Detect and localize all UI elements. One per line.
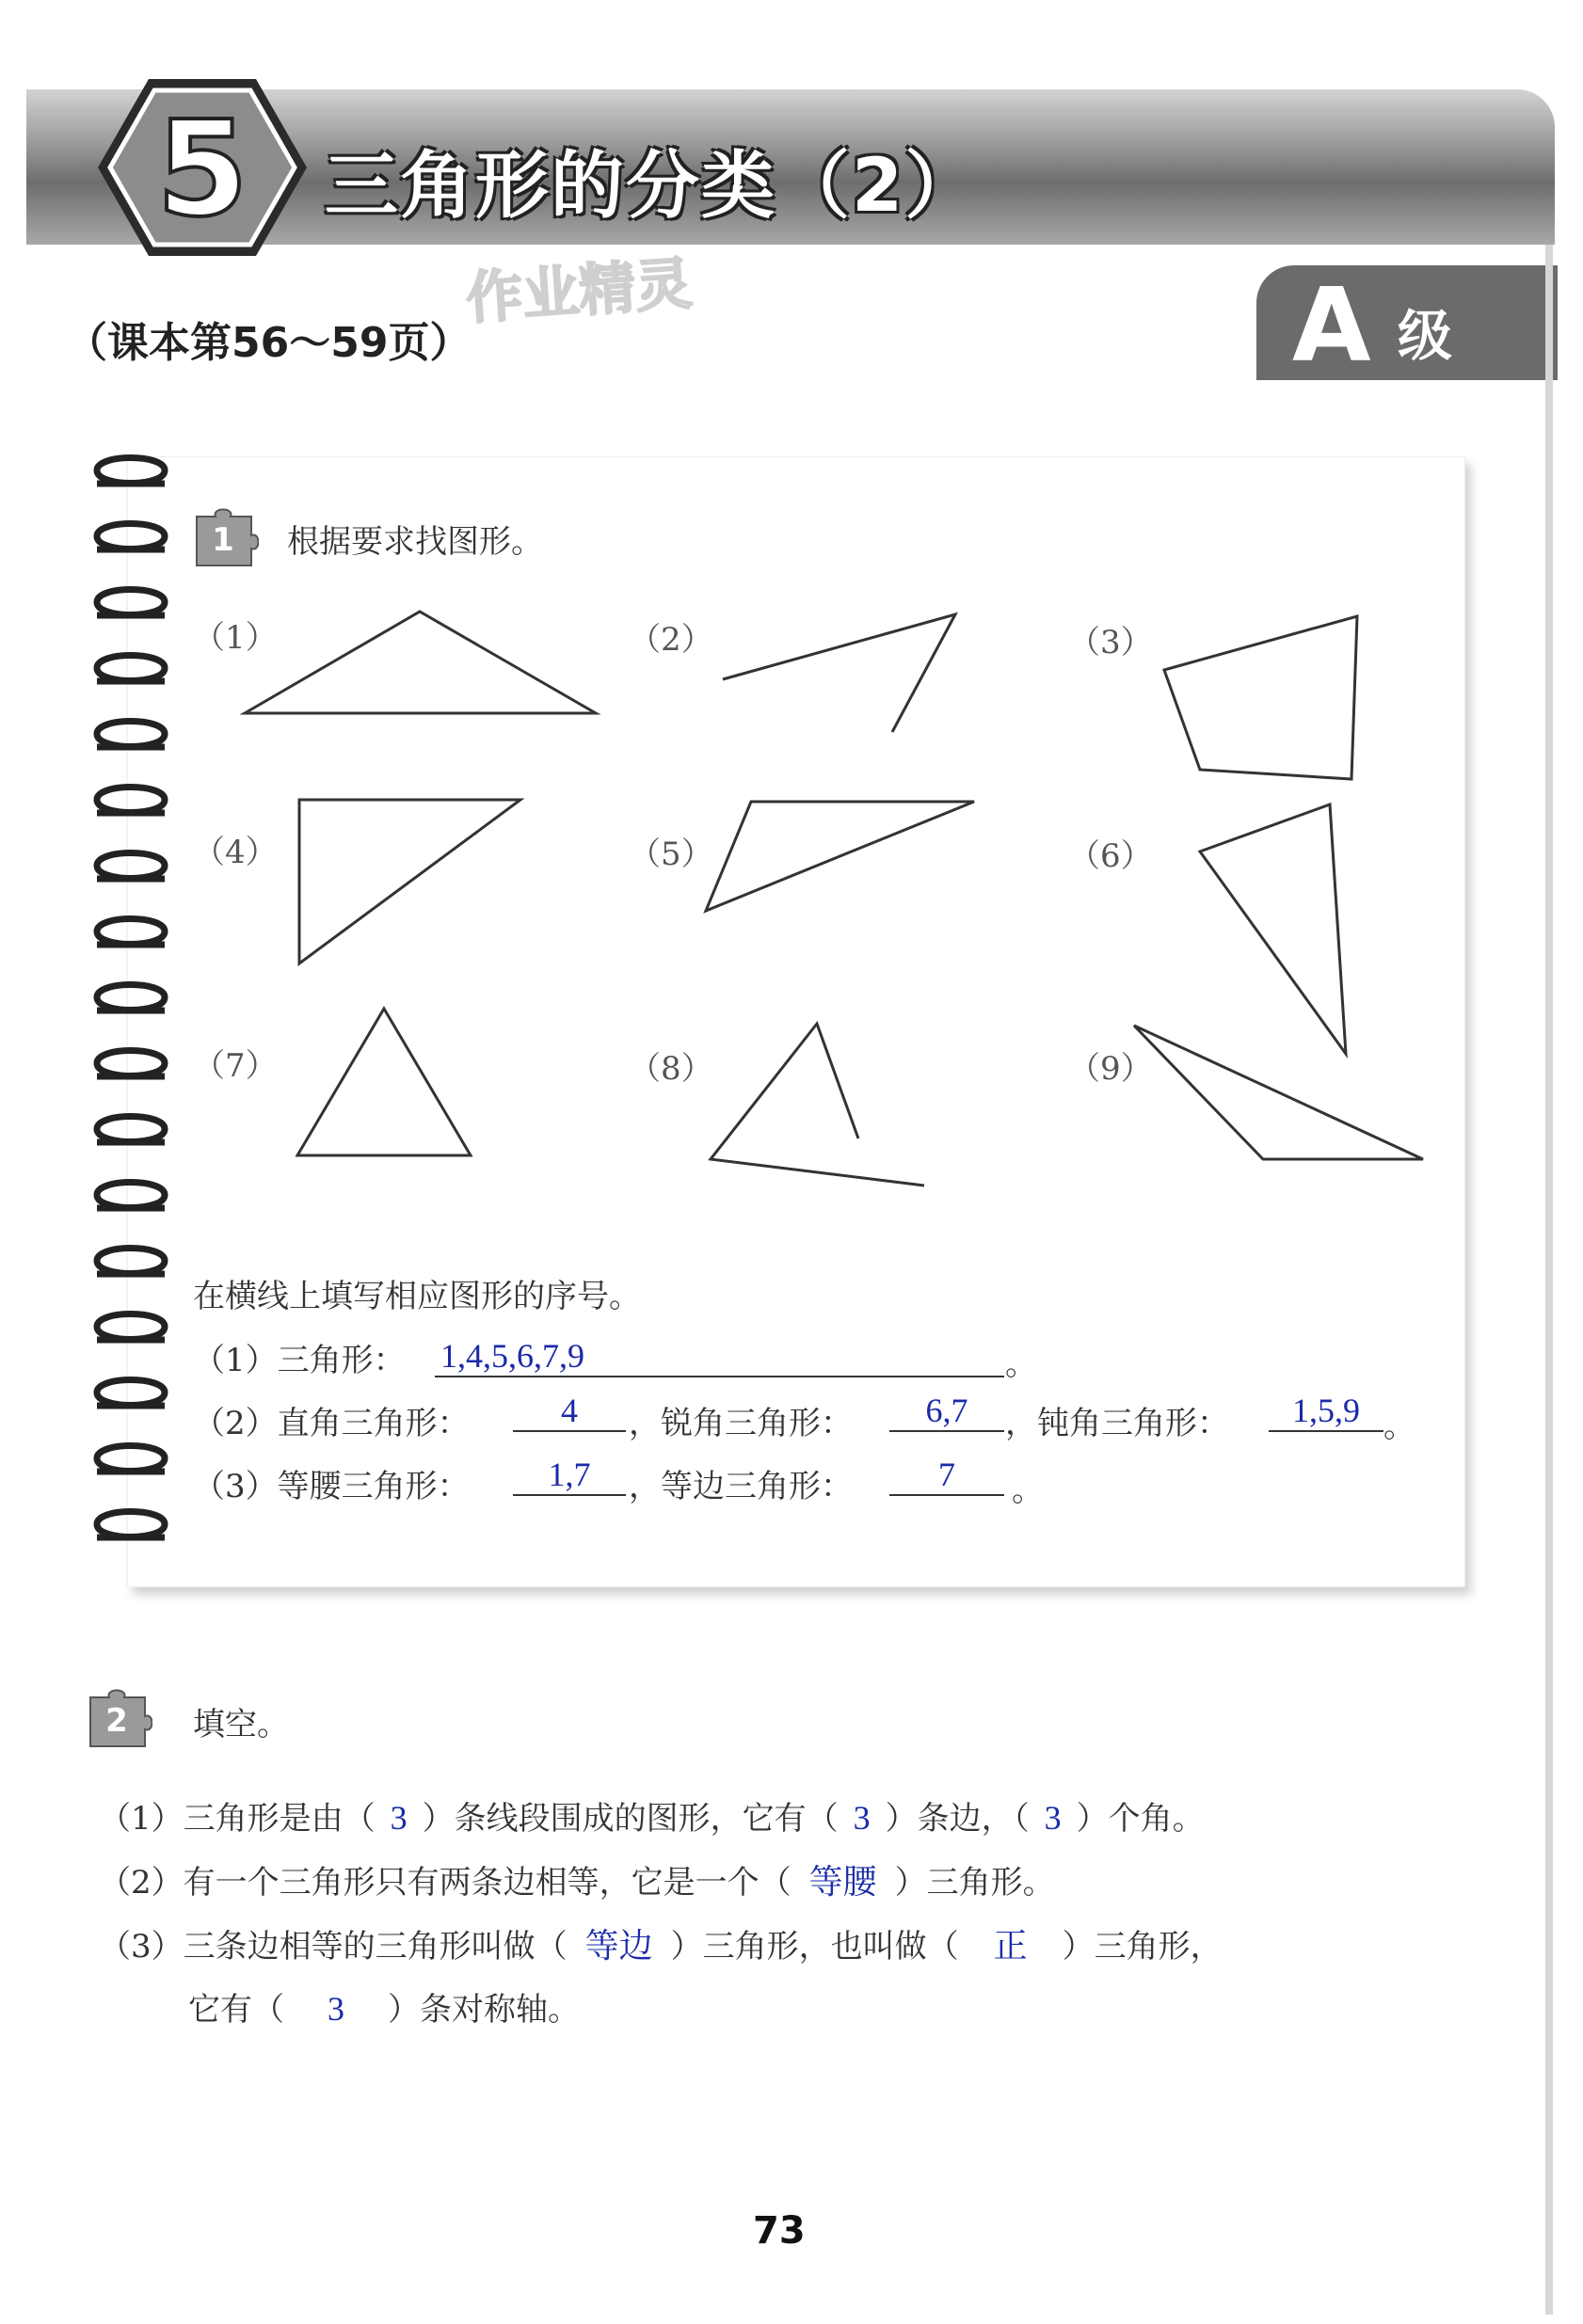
figure-8-open-shape — [711, 1024, 924, 1186]
figure-5-obtuse-triangle — [706, 802, 974, 911]
figure-7-isosceles-triangle — [297, 1009, 471, 1155]
figure-4-right-triangle — [299, 800, 520, 963]
watermark: 作业精灵 — [464, 250, 695, 333]
answer-isosceles: 1,7 — [548, 1456, 591, 1493]
q2-l2-text-a: （2）有一个三角形只有两条边相等，它是一个（ — [99, 1864, 792, 1902]
q2-l2-text-c: ）三角形。 — [894, 1864, 1055, 1902]
level-word: 级 — [1398, 304, 1453, 368]
q1-line2-prefix: （2）直角三角形： — [193, 1405, 470, 1442]
q2-l3-text-a: （3）三条边相等的三角形叫做（ — [99, 1928, 568, 1966]
figure-label-1: （1） — [193, 619, 278, 657]
figure-label-5: （5） — [629, 836, 713, 873]
q2-l1-answer-angles: 3 — [1044, 1799, 1062, 1837]
q2-line3 — [99, 1919, 1223, 1967]
figure-label-8: （8） — [629, 1050, 713, 1088]
figure-label-7: （7） — [193, 1047, 278, 1085]
blank-obtuse-triangle[interactable] — [1269, 1391, 1383, 1432]
figure-label-3: （3） — [1068, 624, 1153, 661]
q2-l1-answer-sides: 3 — [853, 1799, 871, 1837]
level-letter: A — [1292, 267, 1371, 385]
q1-line1-suffix: 。 — [1005, 1345, 1037, 1383]
blank-acute-triangle[interactable] — [889, 1391, 1004, 1432]
q1-line3-prefix: （3）等腰三角形： — [193, 1468, 470, 1505]
q1-number: 1 — [212, 521, 234, 559]
answer-obtuse-triangle: 1,5,9 — [1292, 1392, 1360, 1429]
figure-1-obtuse-triangle — [245, 612, 596, 713]
answer-acute-triangle: 6,7 — [925, 1392, 968, 1429]
q2-l1-text-d: ）条边，（ — [885, 1800, 1030, 1838]
blank-right-triangle[interactable] — [513, 1391, 626, 1432]
q2-l4-text-a: 它有（ — [188, 1991, 284, 2029]
q2-line2 — [99, 1855, 1055, 1903]
textbook-pages-ref: （课本第56～59页） — [66, 319, 472, 367]
q2-l4-text-c: ）条对称轴。 — [388, 1991, 580, 2029]
q2-l4-answer-axes: 3 — [328, 1990, 344, 2028]
q1-line2-mid1: ，锐角三角形： — [629, 1405, 853, 1442]
figure-label-9: （9） — [1068, 1050, 1153, 1088]
page-number: 73 — [753, 2209, 806, 2252]
figure-6-acute-triangle — [1200, 804, 1346, 1054]
q1-instruction: 根据要求找图形。 — [287, 523, 543, 561]
q1-line2-mid2: ，钝角三角形： — [1005, 1405, 1229, 1442]
q1-line1-blank[interactable] — [435, 1336, 1004, 1377]
q1-line3-mid: ，等边三角形： — [629, 1468, 853, 1505]
q2-line4 — [188, 1983, 580, 2030]
q2-line1 — [99, 1792, 1205, 1839]
q2-l3-answer-regular: 正 — [993, 1927, 1028, 1965]
figure-3-quadrilateral — [1164, 616, 1357, 779]
q2-l1-answer-segments: 3 — [390, 1799, 408, 1837]
blank-isosceles[interactable] — [513, 1455, 626, 1496]
q2-l2-answer: 等腰 — [808, 1863, 877, 1901]
answer-triangles: 1,4,5,6,7,9 — [440, 1337, 584, 1375]
figure-label-2: （2） — [629, 621, 713, 659]
page-title: 三角形的分类（2） — [325, 144, 981, 229]
q2-number: 2 — [105, 1702, 128, 1740]
q2-l1-text-c: ）条线段围成的图形，它有（ — [422, 1800, 839, 1838]
q2-l3-answer-equilateral: 等边 — [584, 1927, 653, 1965]
q1-line3-suffix: 。 — [1012, 1472, 1044, 1509]
q2-l3-text-c: ）三角形，也叫做（ — [670, 1928, 959, 1966]
answer-right-triangle: 4 — [561, 1392, 578, 1429]
q1-fill-prompt: 在横线上填写相应图形的序号。 — [193, 1278, 641, 1315]
figure-label-4: （4） — [193, 834, 278, 871]
puzzle-badge-icon-2 — [87, 1684, 152, 1750]
q2-l1-text-a: （1）三角形是由（ — [99, 1800, 376, 1838]
figure-2-open-shape — [723, 614, 955, 732]
answer-equilateral: 7 — [938, 1456, 955, 1493]
q1-line2-suffix: 。 — [1383, 1408, 1415, 1445]
figure-9-obtuse-triangle — [1134, 1026, 1423, 1159]
q2-l1-text-e: ）个角。 — [1076, 1800, 1205, 1838]
q1-line1-prefix: （1）三角形： — [193, 1342, 406, 1379]
blank-equilateral[interactable] — [889, 1455, 1004, 1496]
q2-instruction: 填空。 — [193, 1706, 289, 1743]
lesson-number: 5 — [156, 93, 248, 247]
q2-l3-text-d: ）三角形， — [1062, 1928, 1223, 1966]
figure-label-6: （6） — [1068, 837, 1153, 875]
